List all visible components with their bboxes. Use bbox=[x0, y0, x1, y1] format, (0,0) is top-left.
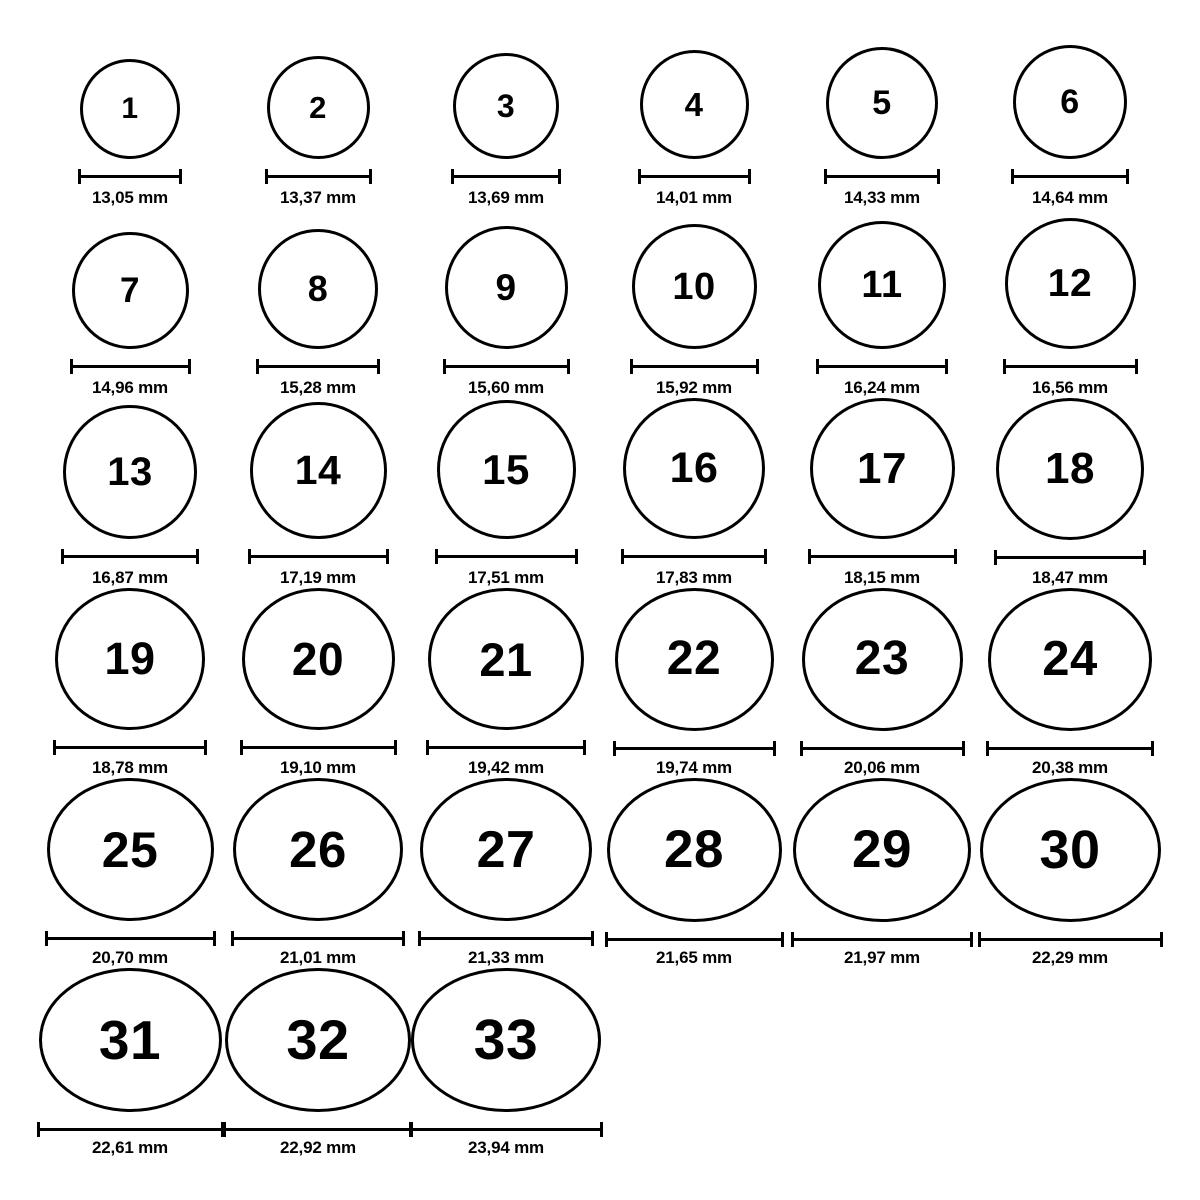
diameter-measure-bar bbox=[61, 549, 199, 563]
ring-size-number: 15 bbox=[482, 445, 530, 493]
ring-circle bbox=[80, 59, 180, 159]
measure-cap-right bbox=[1126, 169, 1129, 184]
diameter-label: 17,51 mm bbox=[468, 568, 544, 587]
measure-line bbox=[978, 938, 1163, 941]
measure-cap-left bbox=[621, 549, 624, 564]
measure-cap-left bbox=[231, 931, 234, 946]
diameter-label: 16,24 mm bbox=[844, 378, 920, 397]
measure-cap-right bbox=[1151, 741, 1154, 756]
ring-circle bbox=[615, 588, 774, 731]
measure-cap-left bbox=[613, 741, 616, 756]
measure-line bbox=[621, 555, 767, 558]
ring-size-cell bbox=[976, 18, 1164, 208]
measure-cap-right bbox=[954, 549, 957, 564]
ring-size-cell bbox=[412, 398, 600, 588]
diameter-label: 13,37 mm bbox=[280, 188, 356, 207]
measure-cap-left bbox=[418, 931, 421, 946]
ring-circle bbox=[242, 588, 395, 730]
diameter-measure-bar bbox=[824, 169, 940, 183]
ring-size-number: 27 bbox=[476, 820, 536, 879]
measure-cap-right bbox=[748, 169, 751, 184]
measure-cap-left bbox=[443, 359, 446, 374]
ring-size-cell bbox=[224, 398, 412, 588]
diameter-measure-bar bbox=[53, 740, 207, 753]
measure-line bbox=[409, 1128, 603, 1131]
diameter-measure-bar bbox=[223, 1122, 413, 1133]
diameter-label: 17,19 mm bbox=[280, 568, 356, 587]
diameter-measure-bar bbox=[248, 549, 389, 563]
diameter-label: 22,61 mm bbox=[92, 1138, 168, 1157]
measure-cap-right bbox=[937, 169, 940, 184]
measure-cap-right bbox=[773, 741, 776, 756]
ring-size-cell bbox=[412, 208, 600, 398]
diameter-label: 23,94 mm bbox=[468, 1138, 544, 1157]
ring-size-number: 30 bbox=[1039, 819, 1101, 880]
measure-line bbox=[426, 746, 586, 749]
diameter-label: 19,42 mm bbox=[468, 758, 544, 777]
measure-cap-left bbox=[630, 359, 633, 374]
diameter-label: 14,33 mm bbox=[844, 188, 920, 207]
diameter-label: 15,92 mm bbox=[656, 378, 732, 397]
ring-circle bbox=[453, 53, 559, 159]
ring-size-cell bbox=[36, 778, 224, 968]
ring-size-number: 9 bbox=[495, 267, 517, 308]
diameter-measure-bar bbox=[994, 550, 1146, 563]
measure-line bbox=[451, 175, 561, 178]
diameter-measure-bar bbox=[45, 931, 216, 943]
measure-cap-left bbox=[435, 549, 438, 564]
ring-size-number: 18 bbox=[1045, 443, 1095, 493]
ring-size-number: 22 bbox=[666, 632, 722, 686]
diameter-measure-bar bbox=[791, 932, 973, 943]
measure-line bbox=[800, 747, 965, 750]
ring-size-cell bbox=[224, 968, 412, 1158]
diameter-measure-bar bbox=[418, 931, 594, 943]
diameter-measure-bar bbox=[621, 549, 767, 563]
ring-circle bbox=[1013, 45, 1127, 159]
ring-size-cell bbox=[788, 18, 976, 208]
measure-cap-right bbox=[945, 359, 948, 374]
ring-size-cell bbox=[36, 398, 224, 588]
ring-circle bbox=[826, 47, 938, 159]
measure-cap-left bbox=[45, 931, 48, 946]
diameter-measure-bar bbox=[426, 740, 586, 753]
measure-cap-left bbox=[605, 932, 608, 947]
diameter-label: 22,92 mm bbox=[280, 1138, 356, 1157]
measure-cap-left bbox=[824, 169, 827, 184]
ring-circle bbox=[233, 778, 403, 921]
measure-cap-left bbox=[409, 1122, 412, 1137]
ring-size-cell bbox=[36, 18, 224, 208]
measure-cap-right bbox=[575, 549, 578, 564]
ring-size-number: 4 bbox=[684, 86, 704, 123]
ring-size-cell bbox=[976, 778, 1164, 968]
measure-cap-left bbox=[248, 549, 251, 564]
ring-size-number: 5 bbox=[872, 84, 892, 122]
ring-circle bbox=[818, 221, 946, 349]
measure-cap-left bbox=[61, 549, 64, 564]
ring-circle bbox=[225, 968, 411, 1112]
ring-size-cell bbox=[412, 588, 600, 778]
ring-circle bbox=[445, 226, 568, 349]
diameter-label: 20,06 mm bbox=[844, 758, 920, 777]
diameter-measure-bar bbox=[808, 549, 957, 563]
ring-size-cell bbox=[976, 588, 1164, 778]
diameter-measure-bar bbox=[256, 359, 380, 373]
diameter-label: 19,10 mm bbox=[280, 758, 356, 777]
ring-circle bbox=[996, 398, 1144, 540]
ring-circle bbox=[640, 50, 749, 159]
measure-cap-left bbox=[986, 741, 989, 756]
ring-circle bbox=[623, 398, 765, 539]
ring-circle bbox=[258, 229, 378, 349]
diameter-measure-bar bbox=[1003, 359, 1138, 373]
measure-line bbox=[78, 175, 182, 178]
measure-cap-left bbox=[1011, 169, 1014, 184]
ring-size-number: 24 bbox=[1042, 631, 1098, 686]
measure-cap-right bbox=[756, 359, 759, 374]
diameter-measure-bar bbox=[70, 359, 191, 373]
measure-cap-right bbox=[1143, 550, 1146, 565]
measure-line bbox=[240, 746, 397, 749]
measure-line bbox=[1011, 175, 1129, 178]
ring-size-number: 2 bbox=[309, 90, 327, 125]
ring-size-cell bbox=[600, 778, 788, 968]
ring-circle bbox=[267, 56, 370, 159]
measure-line bbox=[223, 1128, 413, 1131]
ring-circle bbox=[810, 398, 955, 539]
measure-cap-right bbox=[781, 932, 784, 947]
diameter-label: 13,69 mm bbox=[468, 188, 544, 207]
ring-size-cell bbox=[224, 778, 412, 968]
measure-line bbox=[45, 937, 216, 940]
diameter-label: 21,65 mm bbox=[656, 948, 732, 967]
diameter-measure-bar bbox=[800, 741, 965, 753]
ring-size-cell bbox=[976, 398, 1164, 588]
measure-line bbox=[605, 938, 784, 941]
diameter-measure-bar bbox=[265, 169, 372, 183]
ring-size-cell bbox=[600, 588, 788, 778]
measure-line bbox=[256, 365, 380, 368]
ring-circle bbox=[411, 968, 601, 1112]
measure-line bbox=[638, 175, 751, 178]
measure-cap-left bbox=[638, 169, 641, 184]
measure-cap-left bbox=[70, 359, 73, 374]
diameter-label: 13,05 mm bbox=[92, 188, 168, 207]
diameter-label: 17,83 mm bbox=[656, 568, 732, 587]
diameter-measure-bar bbox=[240, 740, 397, 753]
diameter-measure-bar bbox=[613, 741, 776, 753]
ring-size-number: 17 bbox=[857, 443, 907, 493]
measure-cap-left bbox=[791, 932, 794, 947]
ring-size-number: 23 bbox=[854, 632, 910, 686]
measure-line bbox=[613, 747, 776, 750]
ring-size-number: 32 bbox=[286, 1008, 350, 1072]
ring-size-cell bbox=[788, 398, 976, 588]
measure-cap-left bbox=[240, 740, 243, 755]
measure-cap-right bbox=[583, 740, 586, 755]
measure-line bbox=[630, 365, 759, 368]
measure-cap-right bbox=[188, 359, 191, 374]
ring-circle bbox=[607, 778, 782, 922]
measure-cap-right bbox=[567, 359, 570, 374]
diameter-label: 14,64 mm bbox=[1032, 188, 1108, 207]
measure-cap-right bbox=[1160, 932, 1163, 947]
measure-line bbox=[824, 175, 940, 178]
diameter-measure-bar bbox=[451, 169, 561, 183]
diameter-label: 15,28 mm bbox=[280, 378, 356, 397]
diameter-measure-bar bbox=[1011, 169, 1129, 183]
ring-size-number: 6 bbox=[1060, 83, 1080, 121]
diameter-measure-bar bbox=[978, 932, 1163, 943]
ring-size-number: 8 bbox=[307, 268, 329, 309]
measure-cap-right bbox=[204, 740, 207, 755]
ring-circle bbox=[250, 402, 387, 539]
ring-size-number: 19 bbox=[104, 633, 156, 685]
measure-line bbox=[435, 555, 578, 558]
measure-cap-left bbox=[1003, 359, 1006, 374]
ring-circle bbox=[420, 778, 592, 921]
ring-circle bbox=[437, 400, 576, 539]
measure-line bbox=[443, 365, 570, 368]
ring-circle bbox=[980, 778, 1161, 922]
measure-line bbox=[265, 175, 372, 178]
diameter-label: 15,60 mm bbox=[468, 378, 544, 397]
measure-line bbox=[61, 555, 199, 558]
measure-cap-right bbox=[179, 169, 182, 184]
diameter-label: 14,01 mm bbox=[656, 188, 732, 207]
ring-size-number: 1 bbox=[121, 92, 139, 125]
ring-size-grid bbox=[0, 18, 1200, 1158]
ring-circle bbox=[55, 588, 205, 730]
measure-cap-left bbox=[978, 932, 981, 947]
measure-cap-right bbox=[213, 931, 216, 946]
diameter-measure-bar bbox=[638, 169, 751, 183]
ring-size-cell bbox=[976, 208, 1164, 398]
measure-cap-right bbox=[970, 932, 973, 947]
diameter-label: 14,96 mm bbox=[92, 378, 168, 397]
ring-circle bbox=[47, 778, 214, 921]
diameter-label: 22,29 mm bbox=[1032, 948, 1108, 967]
measure-line bbox=[986, 747, 1154, 750]
diameter-label: 20,38 mm bbox=[1032, 758, 1108, 777]
ring-circle bbox=[63, 405, 197, 539]
ring-size-cell bbox=[36, 588, 224, 778]
ring-size-cell bbox=[36, 208, 224, 398]
measure-cap-left bbox=[816, 359, 819, 374]
measure-cap-right bbox=[369, 169, 372, 184]
measure-cap-right bbox=[600, 1122, 603, 1137]
ring-size-cell bbox=[788, 778, 976, 968]
measure-line bbox=[70, 365, 191, 368]
ring-size-number: 14 bbox=[294, 447, 342, 493]
measure-cap-right bbox=[386, 549, 389, 564]
measure-cap-left bbox=[426, 740, 429, 755]
diameter-label: 21,97 mm bbox=[844, 948, 920, 967]
diameter-measure-bar bbox=[409, 1122, 603, 1133]
ring-size-number: 16 bbox=[669, 444, 719, 493]
diameter-measure-bar bbox=[816, 359, 948, 373]
ring-size-number: 12 bbox=[1047, 262, 1093, 305]
measure-cap-right bbox=[764, 549, 767, 564]
diameter-label: 16,87 mm bbox=[92, 568, 168, 587]
ring-size-number: 29 bbox=[852, 820, 912, 880]
measure-cap-right bbox=[377, 359, 380, 374]
ring-circle bbox=[1005, 218, 1136, 349]
diameter-label: 18,78 mm bbox=[92, 758, 168, 777]
ring-circle bbox=[793, 778, 971, 922]
diameter-measure-bar bbox=[37, 1122, 224, 1133]
ring-size-number: 11 bbox=[861, 264, 903, 306]
ring-size-number: 28 bbox=[664, 820, 724, 880]
ring-size-number: 3 bbox=[496, 88, 516, 124]
measure-cap-left bbox=[808, 549, 811, 564]
ring-size-cell bbox=[600, 18, 788, 208]
measure-cap-right bbox=[962, 741, 965, 756]
ring-size-cell bbox=[412, 968, 600, 1158]
measure-cap-left bbox=[451, 169, 454, 184]
diameter-label: 19,74 mm bbox=[656, 758, 732, 777]
ring-size-cell bbox=[788, 208, 976, 398]
ring-size-number: 10 bbox=[672, 265, 716, 308]
ring-size-cell bbox=[412, 778, 600, 968]
diameter-label: 18,15 mm bbox=[844, 568, 920, 587]
measure-line bbox=[816, 365, 948, 368]
ring-size-cell bbox=[600, 398, 788, 588]
measure-line bbox=[231, 937, 405, 940]
diameter-label: 20,70 mm bbox=[92, 948, 168, 967]
diameter-measure-bar bbox=[986, 741, 1154, 753]
ring-size-number: 7 bbox=[120, 271, 140, 310]
diameter-measure-bar bbox=[435, 549, 578, 563]
measure-cap-right bbox=[196, 549, 199, 564]
measure-cap-left bbox=[223, 1122, 226, 1137]
measure-cap-right bbox=[558, 169, 561, 184]
measure-cap-left bbox=[37, 1122, 40, 1137]
measure-cap-left bbox=[78, 169, 81, 184]
measure-line bbox=[1003, 365, 1138, 368]
measure-line bbox=[418, 937, 594, 940]
ring-size-number: 25 bbox=[101, 821, 159, 878]
ring-circle bbox=[39, 968, 222, 1112]
ring-size-cell bbox=[788, 588, 976, 778]
ring-circle bbox=[632, 224, 757, 349]
measure-cap-right bbox=[1135, 359, 1138, 374]
ring-size-cell bbox=[36, 968, 224, 1158]
measure-cap-right bbox=[402, 931, 405, 946]
ring-size-number: 20 bbox=[291, 633, 345, 686]
diameter-measure-bar bbox=[443, 359, 570, 373]
diameter-label: 21,01 mm bbox=[280, 948, 356, 967]
measure-cap-left bbox=[800, 741, 803, 756]
ring-circle bbox=[428, 588, 584, 730]
diameter-label: 16,56 mm bbox=[1032, 378, 1108, 397]
ring-size-cell bbox=[600, 208, 788, 398]
diameter-measure-bar bbox=[605, 932, 784, 943]
measure-cap-left bbox=[994, 550, 997, 565]
ring-size-number: 13 bbox=[107, 450, 153, 494]
measure-cap-left bbox=[265, 169, 268, 184]
measure-cap-left bbox=[256, 359, 259, 374]
measure-line bbox=[808, 555, 957, 558]
diameter-measure-bar bbox=[630, 359, 759, 373]
ring-size-number: 31 bbox=[98, 1008, 162, 1071]
measure-cap-right bbox=[591, 931, 594, 946]
measure-line bbox=[791, 938, 973, 941]
ring-size-cell bbox=[224, 18, 412, 208]
measure-line bbox=[53, 746, 207, 749]
diameter-measure-bar bbox=[78, 169, 182, 183]
ring-size-cell bbox=[224, 588, 412, 778]
ring-circle bbox=[988, 588, 1152, 731]
measure-cap-right bbox=[394, 740, 397, 755]
measure-line bbox=[994, 556, 1146, 559]
ring-circle bbox=[72, 232, 189, 349]
measure-cap-left bbox=[53, 740, 56, 755]
measure-line bbox=[37, 1128, 224, 1131]
ring-size-number: 26 bbox=[289, 821, 347, 879]
diameter-label: 21,33 mm bbox=[468, 948, 544, 967]
ring-size-cell bbox=[224, 208, 412, 398]
ring-size-number: 33 bbox=[473, 1007, 539, 1072]
diameter-measure-bar bbox=[231, 931, 405, 943]
diameter-label: 18,47 mm bbox=[1032, 568, 1108, 587]
ring-size-number: 21 bbox=[479, 632, 533, 686]
ring-size-cell bbox=[412, 18, 600, 208]
ring-circle bbox=[802, 588, 963, 731]
measure-line bbox=[248, 555, 389, 558]
